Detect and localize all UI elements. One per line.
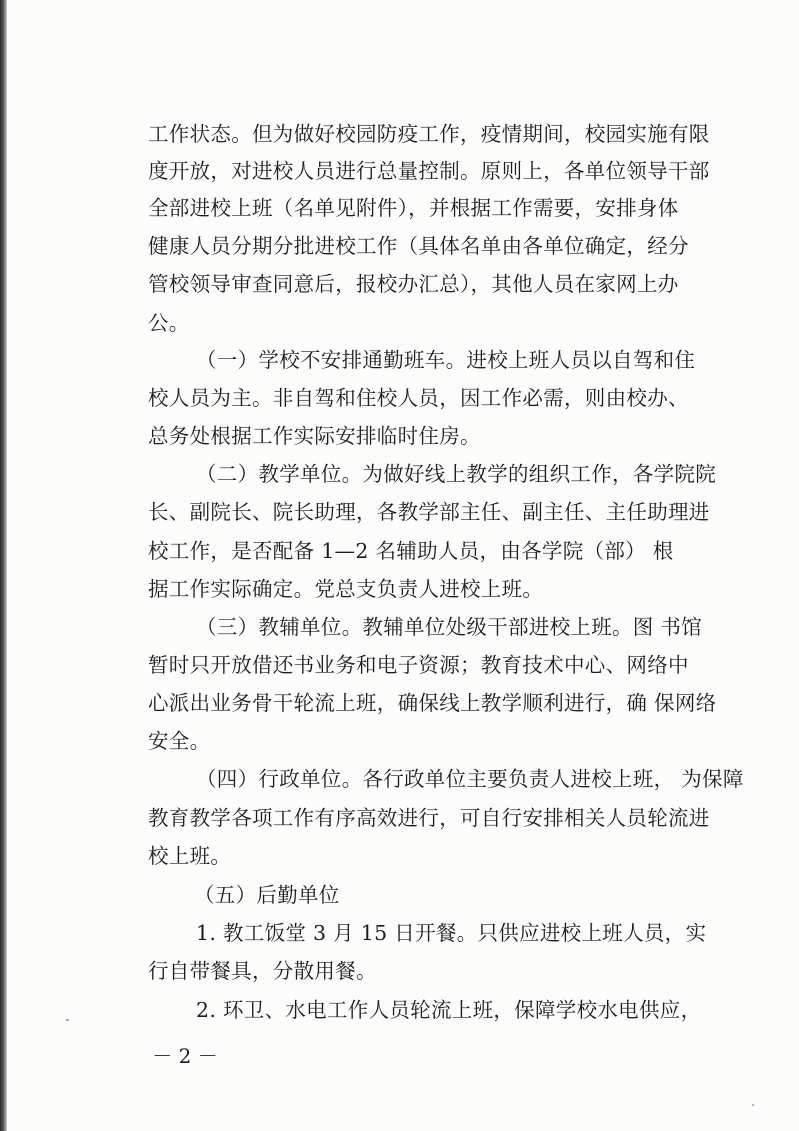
body-line: 校工作，是否配备 1—2 名辅助人员，由各学院（部） 根 (148, 539, 674, 563)
body-line: 总务处根据工作实际安排临时住房。 (148, 424, 481, 448)
body-line: （三）教辅单位。教辅单位处级干部进校上班。图 书馆 (196, 615, 703, 639)
body-line: 管校领导审查同意后，报校办汇总），其他人员在家网上办 (148, 272, 679, 296)
body-line: 暂时只开放借还书业务和电子资源；教育技术中心、网络中 (148, 653, 689, 677)
scan-speck (66, 1019, 69, 1021)
body-line: 据工作实际确定。党总支负责人进校上班。 (148, 577, 544, 601)
body-line: （二）教学单位。为做好线上教学的组织工作，各学院院 (196, 462, 716, 486)
body-line: 健康人员分期分批进校工作（具体名单由各单位确定，经分 (148, 234, 689, 258)
body-line: （一）学校不安排通勤班车。进校上班人员以自驾和住 (196, 348, 696, 372)
body-line: 校人员为主。非自驾和住校人员，因工作必需，则由校办、 (148, 386, 689, 410)
page-number: － 2 － (152, 1044, 218, 1068)
body-line: 心派出业务骨干轮流上班，确保线上教学顺利进行，确 保网络 (148, 691, 717, 715)
scan-speck (752, 1104, 754, 1106)
body-line: （四）行政单位。各行政单位主要负责人进校上班， 为保障 (196, 767, 744, 791)
body-line: 教育教学各项工作有序高效进行，可自行安排相关人员轮流进 (148, 806, 710, 830)
body-line: 2. 环卫、水电工作人员轮流上班，保障学校水电供应， (196, 998, 702, 1022)
body-line: 校上班。 (148, 844, 232, 868)
body-line: 工作状态。但为做好校园防疫工作，疫情期间，校园实施有限 (148, 122, 710, 146)
body-line: 长、副院长、院长助理，各教学部主任、副主任、主任助理进 (148, 500, 710, 524)
body-line: 行自带餐具，分散用餐。 (148, 959, 377, 983)
body-line: 公。 (148, 311, 190, 335)
body-line: 全部进校上班（名单见附件），并根据工作需要，安排身体 (148, 196, 679, 220)
body-line: 1. 教工饭堂 3 月 15 日开餐。只供应进校上班人员，实 (196, 921, 707, 945)
section-heading: （五）后勤单位 (194, 883, 340, 907)
body-line: 安全。 (148, 729, 211, 753)
body-line: 度开放，对进校人员进行总量控制。原则上，各单位领导干部 (148, 159, 710, 183)
scan-left-edge (0, 0, 7, 1131)
